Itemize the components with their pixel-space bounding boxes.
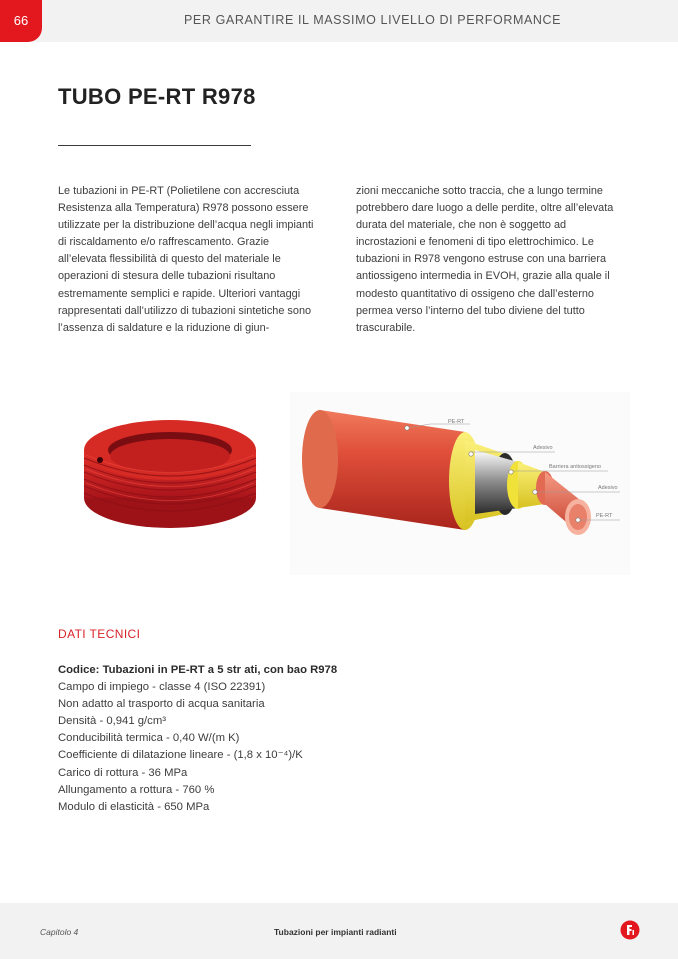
spec-item: Campo di impiego - classe 4 (ISO 22391) [58,681,266,694]
label-pe-rt-outer: PE-RT [448,419,465,425]
intro-column-left [58,183,320,337]
spec-item: Densità - 0,941 g/cm³ [58,715,166,728]
footer-section: Tubazioni per impianti radianti [274,927,397,937]
tech-section-title: DATI TECNICI [58,627,141,641]
page-footer [0,903,678,959]
product-code: Codice: Tubazioni in PE-RT a 5 str ati, con bao R978 [58,664,338,676]
pipe-layers-diagram [290,392,630,575]
spec-item: Modulo di elasticità - 650 MPa [58,800,210,813]
label-barriera: Barriera antiossigeno [549,464,601,470]
tech-specs-list [58,662,337,816]
title-divider [58,145,251,146]
footer-chapter: Capitolo 4 [40,927,79,937]
intro-text-right: zioni meccaniche sotto traccia, che a lungo termine potrebbero dare luogo a delle perdite, oltre all’elevata durata del materiale, che non è soggetto ad incrostazioni e fenomeni di tipo elettrochimico. Le tubazioni in R978 vengono estruse con una barriera antiossigeno intermedia in EVOH, grazie alla quale il modesto quantitativo di ossigeno che dall’esterno permea verso l’interno del tubo diviene del tutto trascurabile. [356,185,614,334]
spec-item: Coefficiente di dilatazione lineare - (1,8 x 10⁻⁴)/K [58,749,303,762]
page-title: TUBO PE-RT R978 [58,84,256,109]
header-title: PER GARANTIRE IL MASSIMO LIVELLO DI PERFORMANCE [184,13,562,27]
intro-column-right [356,183,618,337]
brand-logo-icon [620,920,640,940]
label-adesivo-inner: Adesivo [598,485,618,491]
spec-item: Carico di rottura - 36 MPa [58,766,188,779]
spec-item: Non adatto al trasporto di acqua sanitaria [58,698,265,711]
label-pe-rt-inner: PE-RT [596,513,613,519]
spec-item: Allungamento a rottura - 760 % [58,783,215,796]
page-number: 66 [0,0,42,42]
spec-item: Conducibilità termica - 0,40 W/(m K) [58,732,240,745]
label-adesivo-outer: Adesivo [533,445,553,451]
intro-text-left: Le tubazioni in PE-RT (Polietilene con accresciuta Resistenza alla Temperatura) R978 possono essere utilizzate per la distribuzione dell’acqua negli impianti di riscaldamento e/o raffrescamento. Grazie all’elevata flessibilità di questo del materiale le operazioni di stesura delle tubazioni risultano estremamente semplici e rapide. Ulteriori vantaggi rappresentati dall’utilizzo di tubazioni sintetiche sono l’assenza di saldature e la riduzione di giun- [58,185,314,334]
pipe-coil-image [80,410,260,535]
page-header [0,0,678,42]
